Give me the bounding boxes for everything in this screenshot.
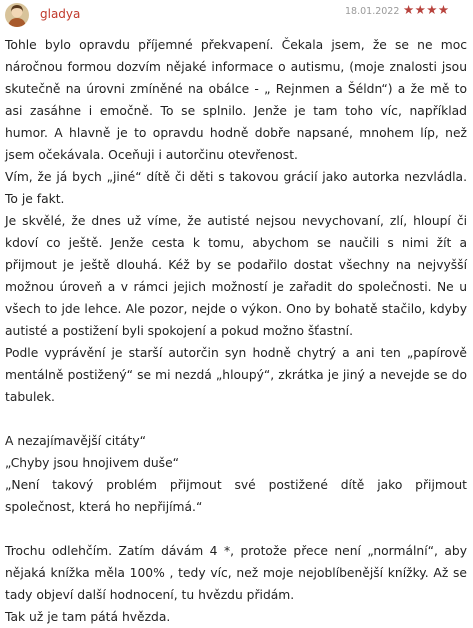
review-paragraph: A nezajímavější citáty“	[5, 434, 147, 448]
review-paragraph: Podle vyprávění je starší autorčin syn hodně chytrý a ani ten „papírově mentálně postižený“ se mi nezdá „hloupý“, zkrátka je jiný a nevejde se do tabulek.	[5, 346, 467, 404]
review-paragraph: Tohle bylo opravdu příjemné překvapení. Čekala jsem, že se ne moc náročnou formou dozvím nějaké informace o autismu, (moje znalosti jsou skutečně na úrovni zmíněné na obálce - „ Rejnmen a Šéldn“) a že mě to asi zasáhne i emočně. To se splnilo. Jenže je tam toho víc, například humor. A hlavně je to opravdu hodně dobře napsané, mnohem líp, než jsem očekávala. Oceňuji i autorčinu otevřenost.	[5, 38, 467, 162]
avatar[interactable]	[5, 3, 29, 27]
user-avatar-icon	[5, 3, 29, 27]
star-icon: ★	[414, 2, 427, 17]
review-paragraph: „Není takový problém přijmout své postižené dítě jako přijmout společnost, která ho nepřijímá.“	[5, 478, 467, 514]
star-icon: ★	[437, 2, 450, 17]
review-date: 18.01.2022	[345, 6, 400, 17]
review-paragraph: Vím, že já bych „jiné“ dítě či děti s takovou grácií jako autorka nezvládla. To je fakt.	[5, 170, 467, 206]
star-icon: ★	[403, 2, 415, 17]
review-paragraph: „Chyby jsou hnojivem duše“	[5, 456, 180, 470]
review-paragraph: Je skvělé, že dnes už víme, že autisté nejsou nevychovaní, zlí, hloupí či kdoví co ještě. Jenže cesta k tomu, abychom se naučili s nimi žít a přijmout je ještě dlouhá. Kéž by se podařilo dostat všechny na nejvyšší možnou úroveň a v rámci jejich možností je zařadit do společnosti. Ne u všech to jde lehce. Ale pozor, nejde o výkon. Ono by bohatě stačilo, kdyby autisté a postižení byli spokojení a pokud možno šťastní.	[5, 214, 467, 338]
star-icon: ★	[426, 2, 438, 17]
review-text	[5, 34, 467, 628]
blank-line	[5, 408, 467, 430]
review-paragraph: Tak už je tam pátá hvězda.	[5, 610, 171, 624]
review-header	[0, 0, 473, 30]
rating-stars	[403, 2, 449, 17]
review-paragraph: Trochu odlehčím. Zatím dávám 4 *, protože přece není „normální“, aby nějaká knížka měla 100% , tedy víc, než moje nejoblíbenější knížky. Až se tady objeví další hodnocení, tu hvězdu přidám.	[5, 544, 467, 602]
blank-line	[5, 518, 467, 540]
username-link[interactable]: gladya	[40, 7, 81, 21]
